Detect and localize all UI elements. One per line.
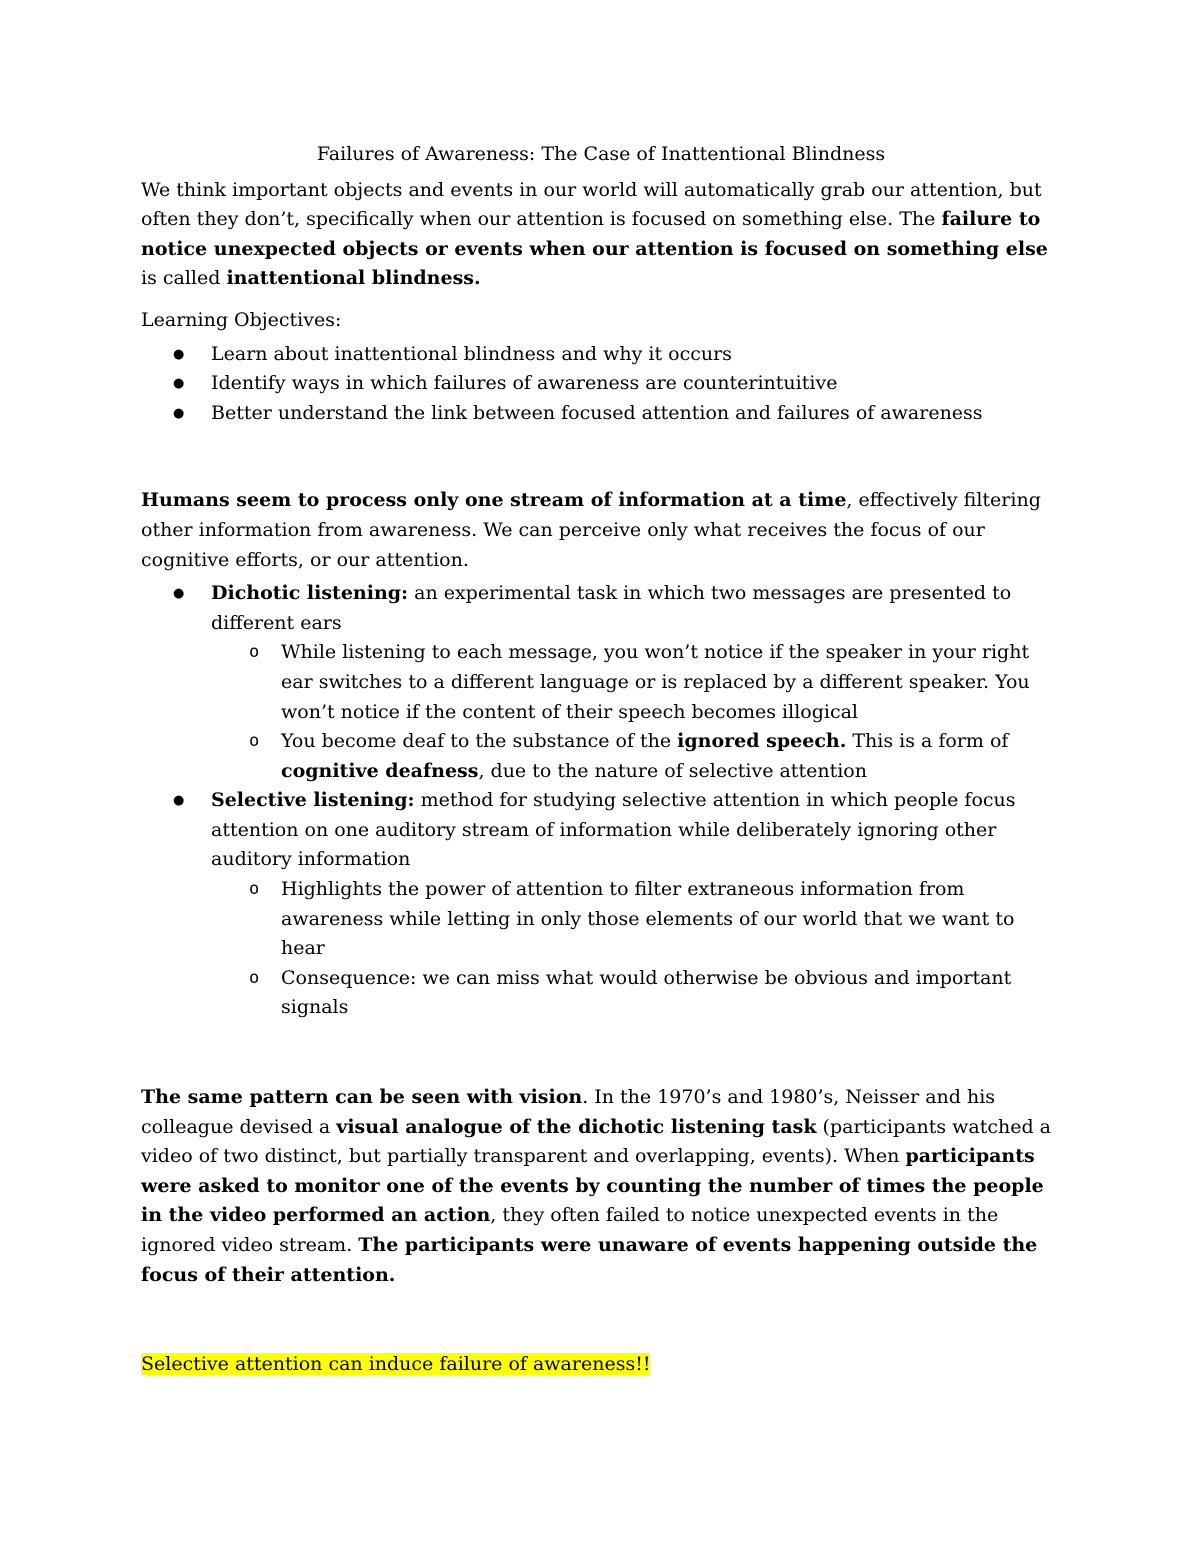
selective-definition: method for studying selective attention in which people focus attention on one auditory stream of information while deliberately ignoring other auditory information [211, 789, 1016, 871]
dichotic-listening-item [141, 579, 1061, 786]
section1-text: , effectively filtering other information from awareness. We can perceive only what receives the focus of our cognitive efforts, or our attention. [141, 489, 1041, 571]
objective-item: ● Better understand the link between focused attention and failures of awareness [141, 399, 1061, 429]
selective-sub-item: o Highlights the power of attention to filter extraneous information from awareness while letting in only those elements of our world that we want to hear [211, 875, 1061, 964]
section2-text-2: (participants watched a video of two distinct, but partially transparent and overlapping, events). When [141, 1115, 1052, 1168]
section1-paragraph [141, 486, 1061, 575]
document-title: Failures of Awareness: The Case of Inattentional Blindness [316, 143, 886, 165]
dichotic-definition: an experimental task in which two messages are presented to different ears [211, 582, 1012, 634]
cognitive-deafness-term: cognitive deafness [281, 759, 479, 782]
ignored-speech-term: ignored speech. [677, 730, 847, 753]
selective-sublist [211, 875, 1061, 1023]
selective-sub-item: o Consequence: we can miss what would otherwise be obvious and important signals [211, 964, 1061, 1023]
selective-listening-item [141, 786, 1061, 1023]
dichotic-term: Dichotic listening: [211, 582, 409, 605]
section2-text-3: , they often failed to notice unexpected events in the ignored video stream. [141, 1204, 999, 1256]
objective-item: ● Learn about inattentional blindness and why it occurs [141, 340, 1061, 370]
section1-bold: Humans seem to process only one stream of information at a time [141, 489, 847, 512]
dichotic-sub2-text1: You become deaf to the substance of the [281, 730, 678, 753]
section2-bold-4: The participants were unaware of events happening outside the focus of their attention. [141, 1234, 1038, 1286]
section2-bold-1: The same pattern can be seen with vision [141, 1086, 583, 1109]
selective-term: Selective listening: [211, 789, 415, 812]
highlighted-text: Selective attention can induce failure of awareness!! [141, 1353, 651, 1376]
dichotic-sub2-text2: This is a form of [846, 730, 1009, 753]
section2-bold-3: participants were asked to monitor one of the events by counting the number of times the people in the video performed an action [141, 1145, 1044, 1227]
intro-paragraph [141, 176, 1061, 294]
dichotic-sub-item [211, 727, 1061, 786]
objectives-heading: Learning Objectives: [141, 308, 342, 331]
intro-bold-1: failure to notice unexpected objects or events when our attention is focused on something else [141, 208, 1048, 260]
objective-item: ● Identify ways in which failures of awareness are counterintuitive [141, 369, 1061, 399]
objectives-list [141, 340, 1061, 429]
section2-text-1: . In the 1970’s and 1980’s, Neisser and his colleague devised a [141, 1086, 996, 1138]
section2-bold-2: visual analogue of the dichotic listening task [336, 1115, 817, 1138]
dichotic-sublist [211, 638, 1061, 786]
intro-bold-2: inattentional blindness. [226, 267, 481, 290]
dichotic-sub-item: o While listening to each message, you won’t notice if the speaker in your right ear switches to a different language or is replaced by a different speaker. You won’t notice if the content of their speech becomes illogical [211, 638, 1061, 727]
section1-list [141, 579, 1061, 1023]
dichotic-sub2-text3: , due to the nature of selective attention [478, 759, 867, 782]
document-body [141, 140, 1061, 1380]
intro-text-1: We think important objects and events in our world will automatically grab our attention, but often they don’t, specifically when our attention is focused on something else. The [141, 178, 1042, 231]
section2-paragraph [141, 1083, 1061, 1290]
intro-text-2: is called [141, 267, 227, 290]
highlighted-conclusion [141, 1350, 1061, 1380]
